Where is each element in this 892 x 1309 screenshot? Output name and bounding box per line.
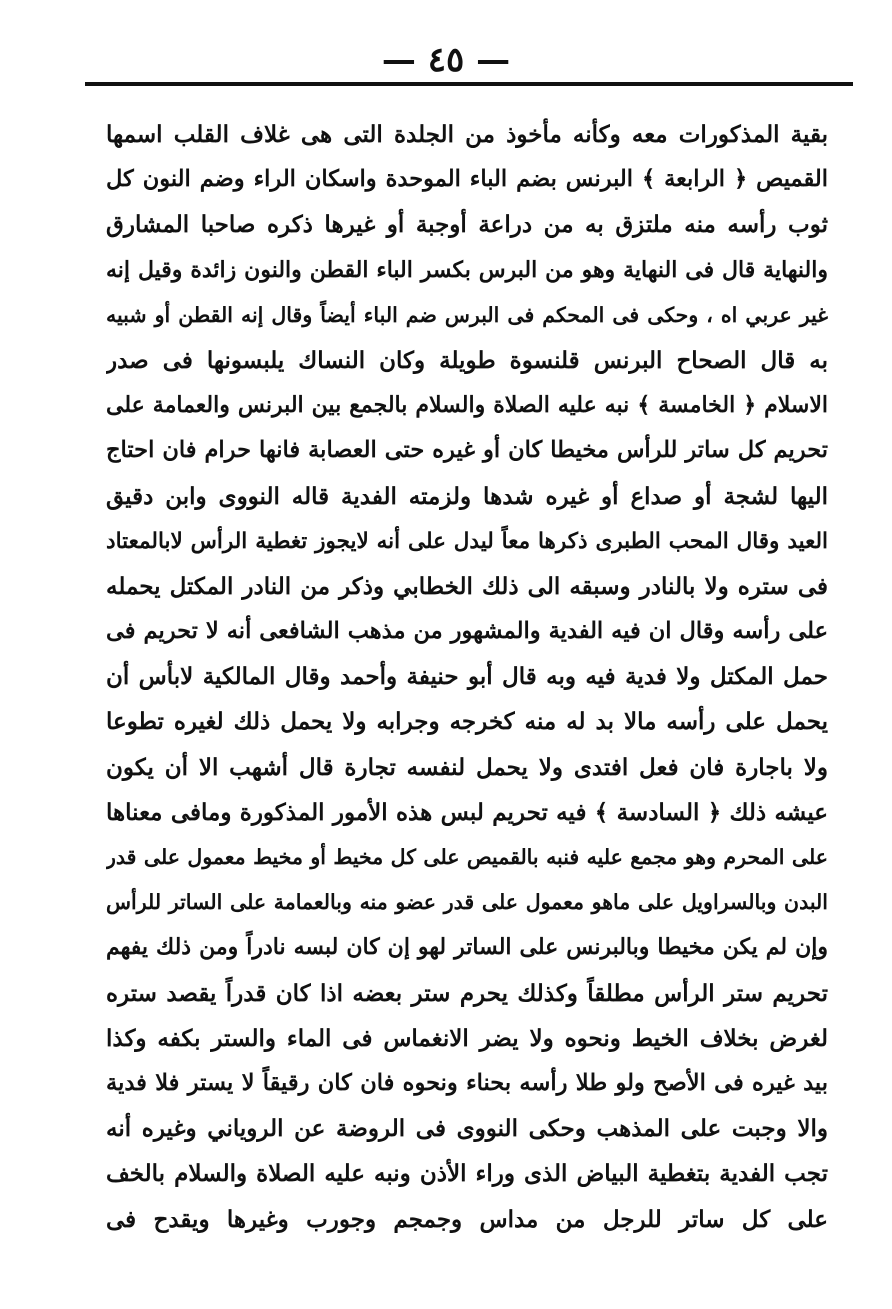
text-line: لغرض بخلاف الخيط ونحوه ولا يضر الانغماس فى الماء والستر بكفه وكذا [106, 1024, 828, 1052]
text-line: غير عربي اه ، وحكى فى المحكم فى البرس ضم الباء أيضاً وقال إنه القطن أو شبيه [106, 302, 828, 327]
text-line: تحريم ستر الرأس مطلقاً وكذلك يحرم ستر بعضه اذا كان قدراً يقصد ستره [106, 979, 828, 1007]
text-line: عيشه ذلك ﴿ السادسة ﴾ فيه تحريم لبس هذه الأمور المذكورة ومافى معناها [106, 798, 828, 826]
text-line: بقية المذكورات معه وكأنه مأخوذ من الجلدة التى هى غلاف القلب اسمها [106, 121, 828, 148]
page-number: — ٤٥ — [381, 40, 511, 80]
text-line: على المحرم وهو مجمع عليه فنبه بالقميص على كل مخيط أو مخيط معمول على قدر [106, 845, 828, 869]
text-line: على كل ساتر للرجل من مداس وجمجم وجورب وغيرها ويقدح فى [106, 1205, 828, 1233]
text-line: والنهاية قال فى النهاية وهو من البرس بكسر الباء القطن والنون زائدة وقيل إنه [106, 256, 828, 283]
text-body [106, 112, 828, 1242]
text-line: والا وجبت على المذهب وحكى النووى فى الروضة عن الروياني وغيره أنه [106, 1115, 828, 1143]
text-line: بيد غيره فى الأصح ولو طلا رأسه بحناء ونحوه فان كان رقيقاً لا يستر فلا فدية [106, 1069, 828, 1096]
text-line: به قال الصحاح البرنس قلنسوة طويلة وكان النساك يلبسونها فى صدر [106, 346, 828, 374]
header-rule [85, 82, 853, 86]
text-line: تحريم كل ساتر للرأس مخيطا كان أو غيره حتى العصابة فانها حرام فان احتاج [106, 437, 828, 464]
text-line: اليها لشجة أو صداع أو غيره شدها ولزمته الفدية قاله النووى وابن دقيق [106, 482, 828, 510]
text-line: الاسلام ﴿ الخامسة ﴾ نبه عليه الصلاة والسلام بالجمع بين البرنس والعمامة على [106, 392, 828, 419]
text-line: العيد وقال المحب الطبرى ذكرها معاً ليدل على أنه لايجوز تغطية الرأس لابالمعتاد [106, 528, 828, 554]
text-line: فى ستره ولا بالنادر وسبقه الى ذلك الخطابي وذكر من النادر المكتل يحمله [106, 572, 828, 600]
text-line: على رأسه وقال ان فيه الفدية والمشهور من مذهب الشافعى أنه لا تحريم فى [106, 618, 828, 645]
text-line: يحمل على رأسه مالا بد له منه كخرجه وجرابه ولا يحمل ذلك لغيره تطوعا [106, 708, 828, 736]
text-line: ثوب رأسه منه ملتزق به من دراعة أوجبة أو غيرها ذكره صاحبا المشارق [106, 211, 828, 239]
page-header [0, 40, 892, 80]
text-line: القميص ﴿ الرابعة ﴾ البرنس بضم الباء الموحدة واسكان الراء وضم النون كل [106, 166, 828, 193]
text-line: ولا باجارة فان فعل افتدى ولا يحمل لنفسه تجارة قال أشهب الا أن يكون [106, 753, 828, 781]
text-line: البدن وبالسراويل على ماهو معمول على قدر عضو منه وبالعمامة على الساتر للرأس [106, 890, 828, 915]
text-line: حمل المكتل ولا فدية فيه وبه قال أبو حنيفة وأحمد وقال المالكية لابأس أن [106, 663, 828, 691]
text-line: تجب الفدية بتغطية البياض الذى وراء الأذن ونبه عليه الصلاة والسلام بالخف [106, 1160, 828, 1188]
text-line: وإن لم يكن مخيطا وبالبرنس على الساتر لهو إن كان لبسه نادراً ومن ذلك يفهم [106, 934, 828, 961]
